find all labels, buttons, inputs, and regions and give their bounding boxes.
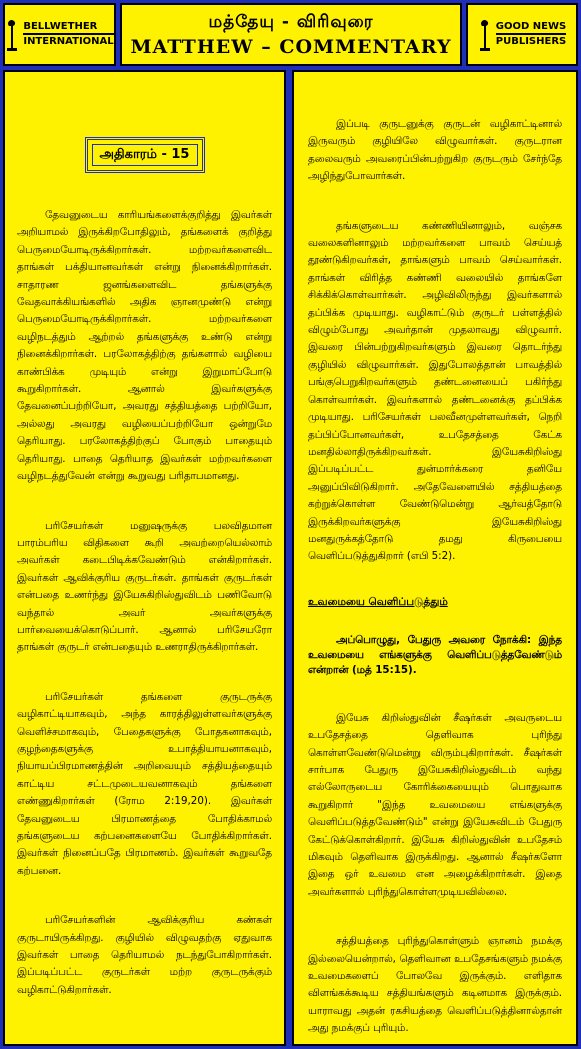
right-paragraph-2: தங்களுடைய கண்ணியினாலும், வஞ்சக வலைகளினாலும் மற்றவர்களை பாவம் செய்யத் தூண்டுகிறவர்கள், தாங்களும் பாவம் செய்வார்கள். தாங்கள் விரித்த கண்ணி வலையில் தாங்களே சிக்கிக்கொள்வார்கள். அழிவிலிருந்து இவர்களால் தப்பிக்க முடியாது. வழிகாட்டும் குருடர் பள்ளத்தில் விழும்போது அவர்தான் முதலாவது விழுவார். இவரை பின்பற்றுகிறவர்களும் இவரை தொடர்ந்து குழியில் விழுவார்கள். இதுபோலத்தான் பாவத்தில் பங்குபெறுகிறவர்களும் தண்டனையைப் பகிர்ந்து கொள்வார்கள். இவர்களால் தண்டனைக்கு தப்பிக்க முடியாது. பரிசேயர்கள் பலவீனமுள்ளவர்கள், நெறி தப்பிப்போனவர்கள், உபதேசத்தை கேட்க மனதில்லாதிருக்கிறவர்கள். இயேசுகிறிஸ்து இப்படிப்பட்ட துன்மார்க்கரை தனியே அனுப்பிவிடுகிறார். அதேவேளையில் சத்தியத்தை கற்றுக்கொள்ள வேண்டுமென்று ஆர்வத்தோடு இருக்கிறவர்களுக்கு இயேசுகிறிஸ்து மனதுருக்கத்தோடு தமது கிருபையை வெளிப்படுத்துகிறார் (எபி 5:2).	[308, 219, 562, 563]
left-column	[3, 70, 286, 1046]
logo-right-line2: PUBLISHERS	[496, 33, 566, 48]
left-paragraph-1: தேவனுடைய காரியங்களைக்குறித்து இவர்கள் அறியாமல் இருக்கிறபோதிலும், தங்களைக் குறித்து பெருமையோடிருக்கிறார்கள். மற்றவர்களைவிட தாங்கள் பக்தியானவர்கள் என்று நினைக்கிறார்கள். சாதாரண ஜனங்களைவிட தங்களுக்கு வேதவாக்கியங்களில் அதிக ஞானமுண்டு என்று பெருமையோடிருக்கிறார்கள். மற்றவர்களை வழிநடத்தும் ஆற்றல் தங்களுக்கு உண்டு என்று நினைக்கிறார்கள். பரலோகத்திற்கு தங்களால் வழியை காண்பிக்க முடியும் என்று இறுமாப்போடு கூறுகிறார்கள். ஆனால் இவர்களுக்கு தேவனைப்பற்றியோ, அவரது சத்தியத்தை பற்றியோ, அல்லது அவரது வழியைப்பற்றியோ ஒன்றுமே தெரியாது. பரலோகத்திற்குப் போகும் பாதையும் தெரியாது. பாதை தெரியாத இவர்கள் மற்றவர்களை வழிநடத்துவேன் என்று கூறுவது பரிதாபமானது.	[17, 209, 272, 483]
good-news-logo	[466, 3, 578, 66]
scripture-quote: அப்பொழுது, பேதுரு அவரை நோக்கி: இந்த உவமையை எங்களுக்கு வெளிப்படுத்தவேண்டும் என்றான் (மத் 15:15).	[308, 633, 562, 676]
right-paragraph-3: இயேசு கிறிஸ்துவின் சீஷர்கள் அவருடைய உபதேசத்தை தெளிவாக புரிந்து கொள்ளவேண்டுமென்று விரும்புகிறார்கள். சீஷர்கள் சார்பாக பேதுரு இயேசுகிறிஸ்துவிடம் வந்து எல்லோருடைய கோரிக்கையையும் பொதுவாக கூறுகிறார் "இந்த உவமையை எங்களுக்கு வெளிப்படுத்தவேண்டும்" என்று இயேசுவிடம் பேதுரு கேட்டுக்கொள்கிறார். இயேசு கிறிஸ்துவின் உபதேசம் மிகவும் தெளிவாக இருக்கிறது. ஆனால் சீஷர்களோ இதை ஒர் உவமை என அழைக்கிறார்கள். இதை அவர்களால் புரிந்துகொள்ளமுடியவில்லை.	[308, 711, 562, 898]
title-box	[120, 3, 462, 66]
shepherd-icon	[5, 18, 19, 52]
logo-right-line1: GOOD NEWS	[495, 21, 567, 32]
title-english: MATTHEW – COMMENTARY	[130, 35, 452, 58]
chapter-heading: அதிகாரம் - 15	[85, 137, 205, 173]
left-paragraph-4: பரிசேயர்களின் ஆவிக்குரிய கண்கள் குருடாயிருக்கிறது. குழியில் விழுவதற்கு ஏதுவாக இவர்கள் பாதை தெரியாமல் நடந்துபோகிறார்கள். இப்படிப்பட்ட குருடர்கள் மற்ற குருடருக்கும் வழிகாட்டுகிறார்கள்.	[17, 914, 272, 996]
right-paragraph-4: சத்தியத்தை புரிந்துகொள்ளும் ஞானம் நமக்கு இல்லையென்றால், தெளிவான உபதேசங்களும் நமக்கு உவமைகளைப் போலவே இருக்கும். எளிதாக விளங்கக்கூடிய சத்தியங்களும் கடினமாக இருக்கும். யாராவது அதன் ரகசியத்தை வெளிப்படுத்தினால்தான் அது நமக்குப் புரியும்.	[308, 935, 562, 1035]
header	[3, 3, 578, 66]
logo-left-line1: BELLWETHER	[23, 21, 98, 32]
left-paragraph-2: பரிசேயர்கள் மனுஷருக்கு பலவிதமான பாரம்பரிய விதிகளை கூறி அவற்றையெல்லாம் அவர்கள் கடைபிடிக்கவேண்டும் என்கிறார்கள். இவர்கள் ஆவிக்குரிய குருடர்கள். தாங்கள் குருடர்கள் என்பதை உணர்ந்து இயேசுகிறிஸ்துவிடம் பணிவோடு வந்தால் அவர் அவர்களுக்கு பார்வையைக்கொடுப்பார். ஆனால் பரிசேயரோ தாங்கள் குருடர் என்பதையும் உணராதிருக்கிறார்கள்.	[17, 519, 272, 654]
right-column	[292, 70, 578, 1046]
title-tamil: மத்தேயு - விரிவுரை	[208, 11, 374, 32]
right-paragraph-1: இப்படி குருடனுக்கு குருடன் வழிகாட்டினால் இருவரும் குழியிலே விழுவார்கள். குருடரான தலைவரும் அவரைப்பின்பற்றுகிற குருடரும் சேர்ந்தே அழிந்துபோவார்கள்.	[308, 118, 562, 183]
left-paragraph-3: பரிசேயர்கள் தங்களை குருடருக்கு வழிகாட்டியாகவும், அந்த காரத்திலுள்ளவர்களுக்கு வெளிச்சமாகவும், பேதைகளுக்கு போதகனாகவும், குழந்தைகளுக்கு உபாத்தியாயனாகவும், நியாயப்பிரமாணத்தின் அறிவையும் சத்தியத்தையும் காட்டிய சட்டமுடையவனாகவும் தங்களை எண்ணுகிறார்கள் (ரோம 2:19,20). இவர்கள் தேவனுடைய பிரமாணத்தை போதிக்காமல் தங்களுடைய கற்பனைகளையே போதிக்கிறார்கள். இவர்கள் நினைப்பதே பிரமாணம். இவர்கள் கூறுவதே கற்பனை.	[17, 690, 272, 877]
logo-left-line2: INTERNATIONAL	[23, 33, 113, 48]
bellwether-logo	[3, 3, 116, 66]
section-heading: உவமையை வெளிப்படுத்தும்	[308, 595, 448, 608]
shepherd-icon-right	[478, 18, 492, 52]
